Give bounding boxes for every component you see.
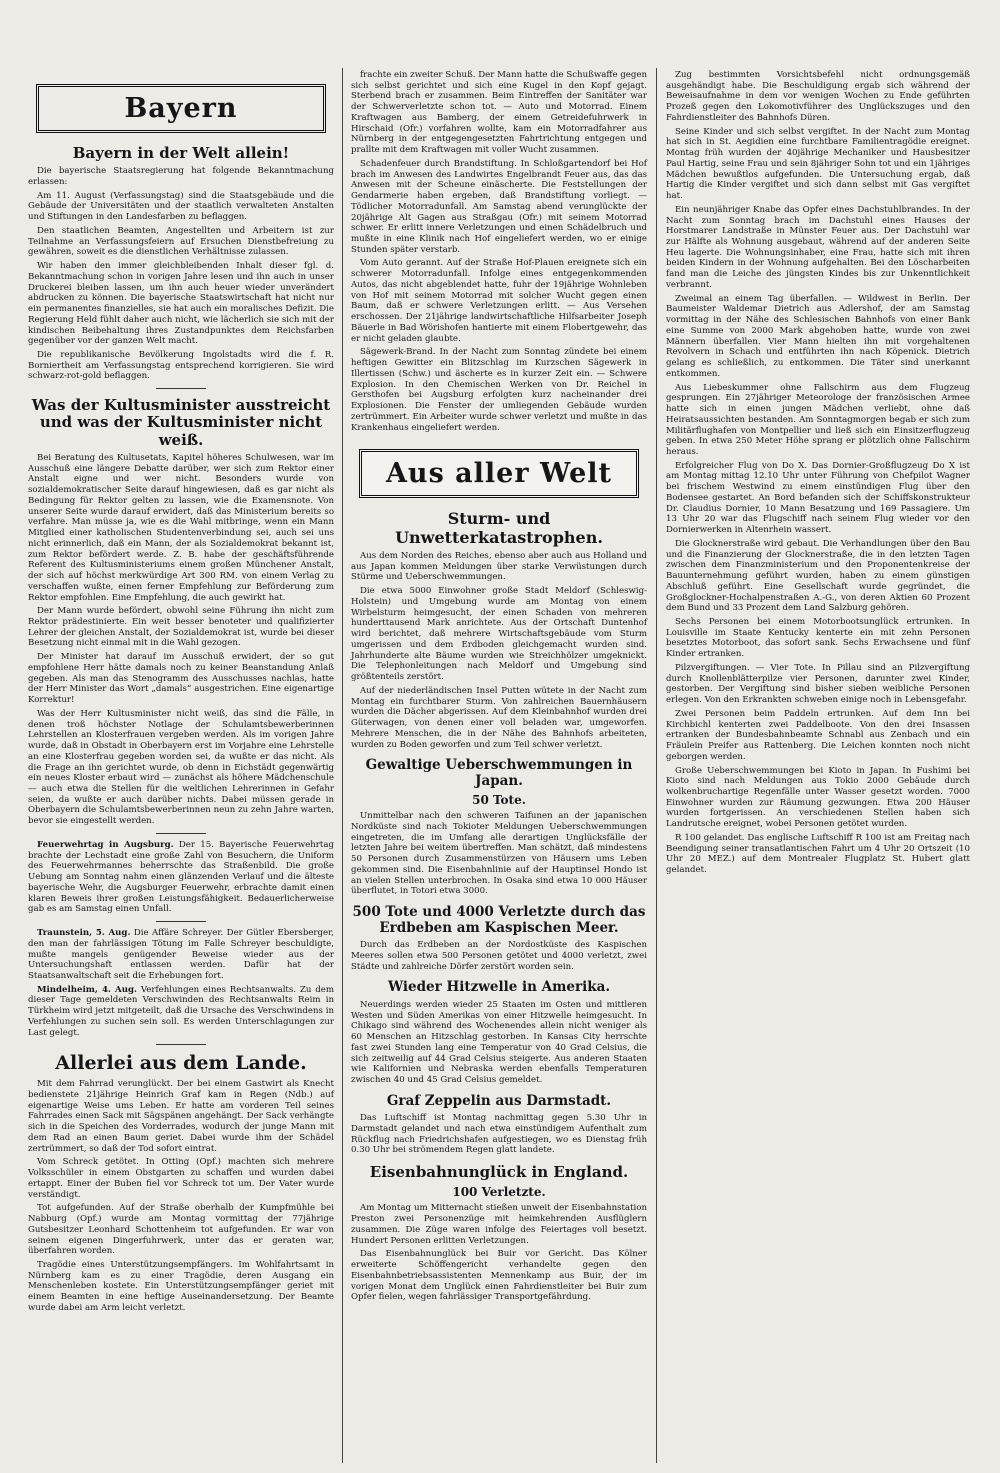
article-paragraph: Zug bestimmten Vorsichtsbefehl nicht ordnungsgemäß ausgehändigt habe. Die Beschuldigung ergab sich während der Beweisaufnahme in dem vor wenigen Wochen zu Ende geführten Prozeß gegen den Lokomotivführer des Unglückszuges und den Fahrdienstleiter des Bahnhofs Düren.: [666, 70, 970, 123]
separator: [156, 833, 206, 834]
article-title: Allerlei aus dem Lande.: [55, 1052, 307, 1075]
article-title: Sturm- und Unwetterkatastrophen.: [395, 509, 603, 547]
article-paragraph: Die bayerische Staatsregierung hat folgende Bekanntmachung erlassen:: [28, 166, 334, 187]
article-paragraph: Wir haben den immer gleichbleibenden Inhalt dieser fgl. d. Bekanntmachung schon in vorigen Jahre lesen und ihn auch in unser Druckerei bleiben lassen, um ihn auch heuer wieder unverändert abdrucken zu können. Die bayerische Staatswirtschaft hat nicht nur ein permanentes finanzielles, sie hat auch ein moralisches Defizit. Die Regierung Held fühlt daher auch nicht, wie lächerlich sie sich mit der kindischen Beibehaltung ihres Zustandpunktes dem Reichsfarben gegenüber vor der ganzen Welt macht.: [28, 261, 334, 347]
article-lead: Feuerwehrtag in Augsburg.: [37, 839, 174, 850]
article-paragraph: Vom Schreck getötet. In Otting (Opf.) machten sich mehrere Volksschüler in einem Obstgarten zu schaffen und wurden dabei ertappt. Einer der Buben fiel vor Schreck tot um. Der Vater wurde verständigt.: [28, 1157, 334, 1200]
article-lead: Mindelheim, 4. Aug.: [37, 984, 137, 995]
article-paragraph: Große Ueberschwemmungen bei Kioto in Japan. In Fushimi bei Kioto sind nach Meldungen aus Tokio 2000 Gebäude durch wolkenbruchartige Regenfälle unter Wasser gesetzt worden. 7000 Einwohner wurden zur Räumung gezwungen. Etwa 200 Häuser wurden fortgerissen. An verschiedenen Stellen haben sich Landrutsche ereignet, wobei Personen getötet wurden.: [666, 765, 970, 830]
article-paragraph: Die Glocknerstraße wird gebaut. Die Verhandlungen über den Bau und die Finanzierung der Glocknerstraße, die in den letzten Tagen zwischen dem Finanzministerium und den Proponentenkreise der Bauunternehmung geführt wurden, haben zu einem günstigen Abschluß geführt. Eine Gesellschaft wurde gegründet, die Großglockner-Hochalpenstraßen A.-G., von deren Aktien 60 Prozent dem Bund und 33 Prozent dem Land Salzburg gehören.: [666, 538, 970, 614]
article-paragraph: Bei Beratung des Kultusetats, Kapitel höheres Schulwesen, war im Ausschuß eine längere Debatte darüber, wer sich zum Rektor einer Anstalt eigne und wer nicht. Besonders wurde von sozialdemokratischer Seite darauf hingewiesen, daß es gar nicht als Bedingung für Rektor gelten zu lassen, wie die Examensnote. Von unserer Seite wurde darauf erwidert, daß das Ministerium bereits so verfahre. Man müsse ja, wie es die Wahl mitbringe, wenn ein Mann Mitglied einer katholischen Studentenverbindung sei, auch sei uns nicht erinnerlich, daß ein Mann, der als Sozialdemokrat bekannt ist, zum Rektor befördert werde. Z. B. habe der geschäftsführende Referent des Kultusministeriums einem großen Münchener Anstalt, der sich auf höchst merkwürdige Art 300 RM. von einem Verlag zu verschaffen wußte, einen ferner Empfehlung zur Beförderung zum Rektor empfohlen. Eine Empfehlung, die auch gewirkt hat.: [28, 452, 334, 603]
article-title: Bayern in der Welt allein!: [72, 144, 290, 162]
article-paragraph: Tragödie eines Unterstützungsempfängers. Im Wohlfahrtsamt in Nürnberg kam es zu einer Tragödie, deren Ausgang ein Menschenleben kostete. Ein Unterstützungsempfänger geriet mit einem Beamten in eine heftige Auseinandersetzung. Der Beamte wurde dabei am Arm leicht verletzt.: [28, 1260, 334, 1313]
article-paragraph: Sechs Personen bei einem Motorbootsunglück ertrunken. In Louisville im Staate Kentucky kenterte ein mit zehn Personen besetztes Motorboot, das sofort sank. Sechs Erwachsene und fünf Kinder ertranken.: [666, 616, 970, 660]
article-paragraph: Der Minister hat darauf im Ausschuß erwidert, der so gut empfohlene Herr hätte damals noch zu keiner Beanstandung Anlaß gegeben. Als man das Stenogramm des Ausschusses nachlas, hatte der Herr Minister das Wort „damals“ ausgestrichen. Eine eigenartige Korrektur!: [28, 652, 334, 706]
separator: [156, 921, 206, 922]
article-paragraph: R 100 gelandet. Das englische Luftschiff R 100 ist am Freitag nach Beendigung seiner transatlantischen Fahrt um 4 Uhr 20 Ortszeit (10 Uhr 20 MEZ.) auf dem Montrealer Flugplatz St. Hubert glatt gelandet.: [666, 832, 970, 876]
article-paragraph: Ein neunjähriger Knabe das Opfer eines Dachstuhlbrandes. In der Nacht zum Sonntag brach im Dachstuhl eines Hauses der Horstmarer Landstraße in Münster Feuer aus. Der Dachstuhl war zur Hälfte als Wohnung ausgebaut, während auf der anderen Seite Heu lagerte. Die Wohnungsinhaber, eine Frau, hatte sich mit ihren beiden Kindern in der Wohnung aufgehalten. Bei den Löscharbeiten fand man die Leiche des jüngsten Kindes bis zur Unkenntlichkeit verbrannt.: [666, 204, 970, 290]
section-header-bayern: Bayern: [36, 84, 326, 133]
article-lead: Traunstein, 5. Aug.: [37, 928, 131, 939]
article-subtitle: 50 Tote.: [472, 793, 526, 808]
column-rule: [342, 68, 343, 1463]
column-3: [660, 70, 976, 1460]
article-title: Eisenbahnunglück in England.: [369, 1163, 629, 1182]
article-paragraph: Was der Herr Kultusminister nicht weiß, das sind die Fälle, in denen troß höchster Notlage der Schulamtsbewerberinnen Lehrstellen an Klosterfrauen vergeben werden. Als im vorigen Jahre wurde, daß in Obstadt in Oberbayern erst im Vorjahre eine Lehrstelle an eine Klosterfrau gegeben worden sei, da wußte er das nicht. Als die Frage an ihn gerichtet wurde, ob denn in Eichstädt gegenwärtig ein neues Kloster erbaut wird — zunächst als höhere Mädchenschule — auch etwa die Stellen für die weltlichen Lehrerinnen in Gefahr seien, da wußte er auch darüber nichts. Dabei müssen gerade in Oberbayern die Schulamtsbewerberinnen neun zu zehn Jahre warten, bevor sie eingestellt werden.: [28, 708, 334, 827]
article-paragraph: Das Eisenbahnunglück bei Buir vor Gericht. Das Kölner erweiterte Schöffengericht verhandelte gegen den Eisenbahnbetriebsassistenten Mennenkamp aus Buir, der im vorigen Monat dem Unglück einen Fahrdienstleiter bei Buir zum Opfer fielen, wegen fahrlässiger Transportgefährdung.: [351, 1249, 647, 1303]
article-title: 500 Tote und 4000 Verletzte durch das Erdbeben am Kaspischen Meer.: [352, 904, 646, 936]
article-paragraph: Am 11. August (Verfassungstag) sind die Staatsgebäude und die Gebäude der Universitäten und der staatlich verwalteten Anstalten und Stiftungen in den Landesfarben zu beflaggen.: [28, 190, 334, 223]
article-paragraph: Zwei Personen beim Paddeln ertrunken. Auf dem Inn bei Kirchbichl kenterten zwei Paddelboote. Von den drei Insassen ertranken der Bundesbahnbeamte Schnabl aus Zenbach und ein Fräulein Preifer aus Rattenberg. Die Leichen konnten noch nicht geborgen werden.: [666, 708, 970, 762]
article-paragraph: Aus dem Norden des Reiches, ebenso aber auch aus Holland und aus Japan kommen Meldungen über starke Verwüstungen durch Stürme und Ueberschwemmungen.: [351, 551, 647, 583]
article-paragraph: Schadenfeuer durch Brandstiftung. In Schloßgartendorf bei Hof brach im Anwesen des Landwirtes Engelbrandt Feuer aus, das das Anwesen mit der Scheune einäscherte. Die Feststellungen der Gendarmerie haben ergeben, daß Brandstiftung vorliegt. — Tödlicher Motorradunfall. Am Samstag abend verunglückte der 20jährige Alt Gagen aus Straßgau (Ofr.) mit seinem Motorrad schwer. Er erlitt innere Verletzungen und einen Schädelbruch und mußte in eine Klinik nach Hof eingeliefert werden, wo er einige Stunden später verstarb.: [351, 158, 647, 255]
article-paragraph: Sägewerk-Brand. In der Nacht zum Sonntag zündete bei einem heftigen Gewitter ein Blitzschlag im Kurzschen Sägewerk in Illertissen (Schw.) und äscherte es in kurzer Zeit ein. — Schwere Explosion. In den Chemischen Werken von Dr. Reichel in Gersthofen bei Augsburg erfolgten kurz nacheinander drei Explosionen. Die Fenster der umliegenden Gebäude wurden zertrümmert. Ein Arbeiter wurde schwer verletzt und mußte in das Krankenhaus eingeliefert werden.: [351, 347, 647, 433]
article-paragraph: Seine Kinder und sich selbst vergiftet. In der Nacht zum Montag hat sich in St. Aegidien eine furchtbare Familientragödie ereignet. Montag früh wurden der 40jährige Mechaniker und Hausbesitzer Paul Hartig, seine Frau und sein 8jähriger Sohn tot und ein 1jähriges Mädchen bewußtlos aufgefunden. Die Untersuchung ergab, daß Hartig die Kinder vergiftet und sich dann selbst mit Gas vergiftet hat.: [666, 126, 970, 202]
article-title: Gewaltige Ueberschwemmungen in Japan.: [365, 757, 633, 789]
article-text: Die Affäre Schreyer. Der Gütler Ebersberger, den man der fahrlässigen Tötung im Falle Schreyer beschuldigte, mußte mangels genügender Beweise wieder aus der Untersuchungshaft entlassen werden. Dafür hat der Staatsanwaltschaft seit die Erhebungen fort.: [28, 928, 335, 981]
article-paragraph: Neuerdings werden wieder 25 Staaten im Osten und mittleren Westen und Süden Amerikas von einer Hitzwelle heimgesucht. In Chikago sind während des Wochenendes allein nicht weniger als 60 Menschen an Hitzschlag gestorben. In Kansas City herrschte fast zwei Stunden lang eine Temperatur von 40 Grad Celsius, die sich zeitweilig auf 44 Grad Celsius steigerte. Aus anderen Staaten wie Kalifornien und Nebraska werden ebenfalls Temperaturen zwischen 40 und 45 Grad Celsius gemeldet.: [351, 999, 647, 1086]
article-paragraph: Aus Liebeskummer ohne Fallschirm aus dem Flugzeug gesprungen. Ein 27jähriger Meteorologe der französischen Armee hatte sich in einen jungen Mädchen verliebt, ohne daß Heiratsaussichten bestanden. Am Sonntagmorgen begab er sich zum Militärflughafen von Montpellier und ließ sich ein Einsitzerflugzeug geben. In etwa 250 Meter Höhe sprang er plötzlich ohne Fallschirm heraus.: [666, 382, 970, 457]
separator: [156, 1044, 206, 1045]
article-text: Der 15. Bayerische Feuerwehrtag brachte der Lechstadt eine große Zahl von Besuchern, die Uniform des Feuerwehrmannes beherrschte das Straßenbild. Die große Uebung am Sonntag nahm einen glänzenden Verlauf und die älteste bayerische Wehr, die Augsburger Feuerwehr, erbrachte damit einen klaren Beweis ihrer großen Leistungsfähigkeit. Bedauerlicherweise gab es am Samstag einen Unfall.: [28, 839, 334, 915]
article-paragraph: Tot aufgefunden. Auf der Straße oberhalb der Kumpfmühle bei Nabburg (Opf.) wurde am Montag vormittag der 77jährige Gutsbesitzer Leonhard Schottenheim tot aufgefunden. Er war von seinem eigenen Dingerfuhrwerk, unter das er geraten war, überfahren worden.: [28, 1203, 334, 1257]
article-title: Graf Zeppelin aus Darmstadt.: [386, 1092, 612, 1109]
article-title: Wieder Hitzwelle in Amerika.: [387, 979, 611, 996]
article-paragraph: Mit dem Fahrrad verunglückt. Der bei einem Gastwirt als Knecht bedienstete 21jährige Heinrich Graf kam in Regen (Ndb.) auf eigenartige Weise ums Leben. Er hatte am vorderen Teil seines Fahrrades einen Sack mit Sägspänen angehängt. Der Sack verhängte sich in die Speichen des Vorderrades, wodurch der junge Mann mit dem Rad an einen Baum geriet. Dabei wurde ihm der Schädel zertrümmert, so daß der Tod sofort eintrat.: [28, 1079, 334, 1154]
article-paragraph: Zweimal an einem Tag überfallen. — Wildwest in Berlin. Der Baumeister Waldemar Dietrich aus Adlershof, der am Samstag vormittag in der Nähe des Schlesischen Bahnhofs von einer Bank eine Summe von 2000 Mark abgehoben hatte, wurde von zwei Männern überfallen. Vier Mann hielten ihn mit vorgehaltenen Revolvern in Schach und entführten ihn nach Köpenick. Dietrich gelang es schließlich, zu entkommen. Die Täter sind unerkannt entkommen.: [666, 293, 970, 379]
article-paragraph: Pilzvergiftungen. — Vier Tote. In Pillau sind an Pilzvergiftung durch Knollenblätterpilze vier Personen, darunter zwei Kinder, gestorben. Der Vergiftung sind bisher sieben weibliche Personen erlegen. Von den Erkrankten schweben einige noch in Lebensgefahr.: [666, 662, 970, 706]
article-paragraph: Das Luftschiff ist Montag nachmittag gegen 5.30 Uhr in Darmstadt gelandet und nach etwa einstündigem Aufenthalt zum Rückflug nach Friedrichshafen aufgestiegen, wo es Dienstag früh 0.30 Uhr bei strömendem Regen glatt landete.: [351, 1113, 647, 1156]
article-title: Was der Kultusminister ausstreicht und was der Kultusminister nicht weiß.: [31, 396, 331, 449]
article-paragraph: [28, 985, 334, 1039]
article-paragraph: Erfolgreicher Flug von Do X. Das Dornier-Großflugzeug Do X ist am Montag mittag 12.10 Uhr unter Führung von Chefpilot Wagner bei frischem Westwind zu einem einstündigen Flug über den Bodensee gestartet. An Bord befanden sich der Schiffskonstrukteur Dr. Claudius Dornier, 10 Mann Besatzung und 169 Passagiere. Um 13 Uhr 20 war das Flugschiff nach seinem Flug wieder vor den Dornierwerken in Altenrhein wassert.: [666, 460, 970, 536]
section-header-aus-aller-welt: Aus aller Welt: [359, 449, 639, 498]
article-paragraph: Der Mann wurde befördert, obwohl seine Führung ihn nicht zum Rektor prädestinierte. Ein weit besser benoteter und qualifizierter Lehrer der gleichen Anstalt, der Sozialdemokrat ist, wurde bei dieser Besetzung nicht einmal mit in die Wahl gezogen.: [28, 606, 334, 649]
article-paragraph: Am Montag um Mitternacht stießen unweit der Eisenbahnstation Preston zwei Personenzüge mit heimkehrenden Ausflüglern zusammen. Die Züge waren infolge des Feiertages voll besetzt. Hundert Personen erlitten Verletzungen.: [351, 1203, 647, 1246]
column-1: [22, 70, 340, 1460]
separator: [156, 388, 206, 389]
article-paragraph: Die etwa 5000 Einwohner große Stadt Meldorf (Schleswig-Holstein) und Umgebung wurde am Montag von einem Wirbelsturm heimgesucht, der einen Schaden von mehreren hunderttausend Mark anrichtete. Aus der Ortschaft Duntenhof wird berichtet, daß mehrere Wirtschaftsgebäude vom Sturm umgerissen und dem Erdboden gleichgemacht wurden sind. Jahrhunderte alte Bäume wurden wie Streichhölzer umgeknickt. Die Telephonleitungen nach Meldorf und Umgebung sind größtenteils zerstört.: [351, 586, 647, 683]
article-paragraph: Auf der niederländischen Insel Putten wütete in der Nacht zum Montag ein furchtbarer Sturm. Von zahlreichen Bauernhäusern wurden die Dächer abgerissen. Auf dem Kleinbahnhof wurden drei Güterwagen, von denen einer voll beladen war, umgeworfen. Mehrere Menschen, die in der Nähe des Bahnhofs arbeiteten, wurden zu Boden geworfen und zum Teil schwer verletzt.: [351, 685, 647, 750]
article-paragraph: Den staatlichen Beamten, Angestellten und Arbeitern ist zur Teilnahme an Verfassungsfeiern auf Ersuchen Dienstbefreiung zu gewähren, soweit es die dienstlichen Verhältnisse zulassen.: [28, 225, 334, 258]
article-paragraph: Durch das Erdbeben an der Nordostküste des Kaspischen Meeres sollen etwa 500 Personen getötet und 4000 verletzt, zwei Städte und zahlreiche Dörfer zerstört worden sein.: [351, 940, 647, 972]
article-paragraph: Vom Auto gerannt. Auf der Straße Hof-Plauen ereignete sich ein schwerer Motorradunfall. Infolge eines entgegenkommenden Autos, das nicht abgeblendet hatte, fuhr der 19jährige Wohnleben von Hof mit seinem Motorrad mit solcher Wucht gegen einen Baum, daß er schwere Verletzungen erlitt. — Aus Versehen erschossen. Der 21jährige landwirtschaftliche Hilfsarbeiter Joseph Bäuerle in Bad Wörishofen hantierte mit einem Flobertgewehr, das er nicht geladen glaubte.: [351, 258, 647, 344]
column-2: [345, 70, 653, 1460]
article-paragraph: Unmittelbar nach den schweren Taifunen an der japanischen Nordküste sind nach Tokioter Meldungen Ueberschwemmungen eingetreten, die im Umfang alle derartigen Unglücksfälle der letzten Jahre bei weitem übertreffen. Man schätzt, daß mindestens 50 Personen durch Zusammenstürzen von Häusern ums Leben gekommen sind. Die Eisenbahnlinie auf der Hauptinsel Hondo ist an vielen Stellen unterbrochen. In Osaka sind etwa 10 000 Häuser überflutet, in Totori etwa 3000.: [351, 811, 647, 897]
column-rule: [656, 68, 657, 1463]
article-paragraph: [28, 928, 334, 982]
article-subtitle: 100 Verletzte.: [452, 1185, 546, 1200]
article-text: Verfehlungen eines Rechtsanwalts. Zu dem dieser Tage gemeldeten Verschwinden des Rechtsanwalts Reim in Türkheim wird jetzt mitgeteilt, daß die Ursache des Verschwindens in Verfehlungen zu suchen sein soll. Es werden Unterschlagungen zur Last gelegt.: [28, 984, 334, 1038]
article-paragraph: frachte ein zweiter Schuß. Der Mann hatte die Schußwaffe gegen sich selbst gerichtet und sich eine Kugel in den Kopf gejagt. Sterbend brach er zusammen. Beim Eintreffen der Sanitäter war der Schwerverletzte schon tot. — Auto und Motorrad. Einem Kraftwagen aus Bamberg, der einem Getreidefuhrwerk in Hirschaid (Ofr.) vorfahren wollte, kam ein Motorradfahrer aus Nürnberg in der entgegengesetzten Fahrtrichtung entgegen und prallte mit dem Kraftwagen mit voller Wucht zusammen.: [351, 70, 647, 156]
article-paragraph: [28, 840, 334, 915]
article-paragraph: Die republikanische Bevölkerung Ingolstadts wird die f. R. Borniertheit am Verfassungstag entsprechend korrigieren. Sie wird schwarz-rot-gold beflaggen.: [28, 350, 334, 382]
